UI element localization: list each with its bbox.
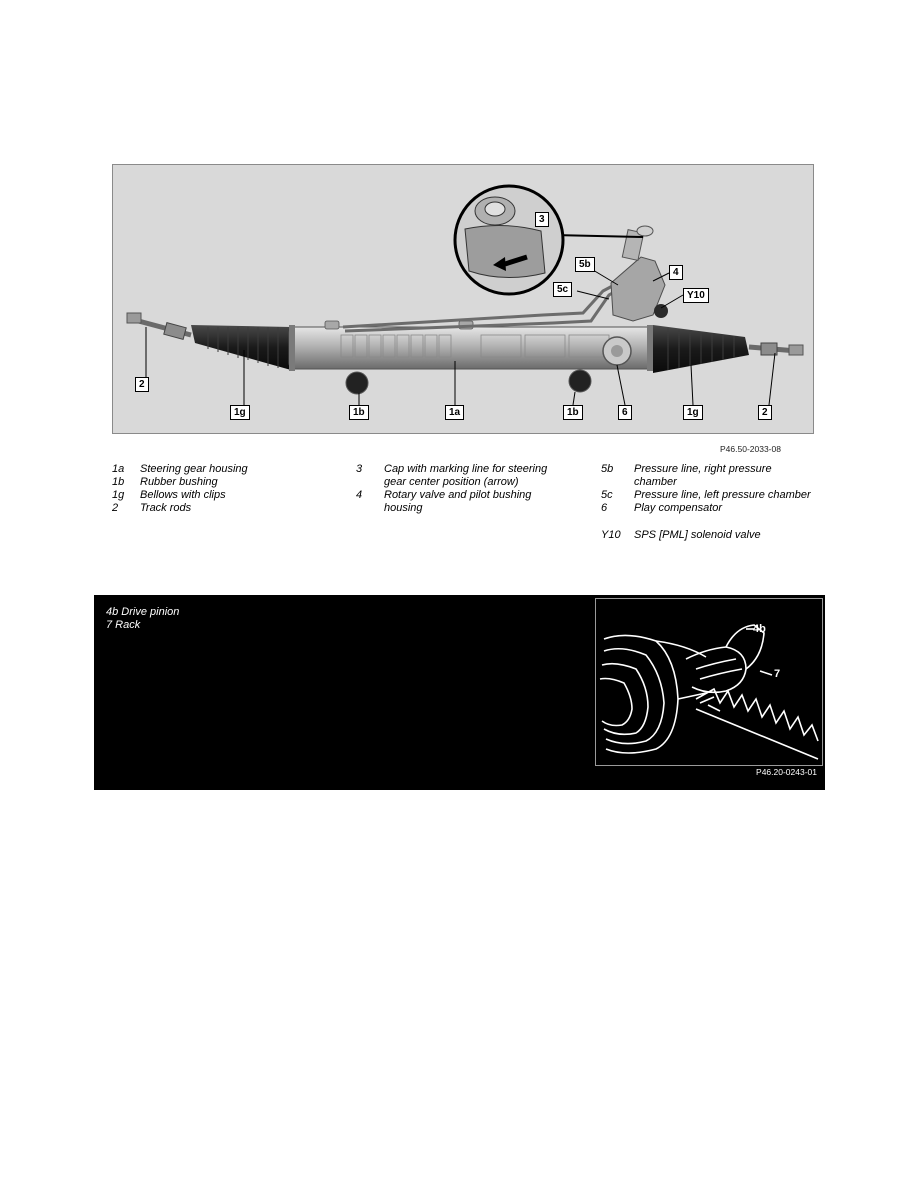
steering-gear-figure [112, 164, 814, 434]
inset-label-rack: 7 [774, 668, 781, 680]
figure1-id: P46.50-2033-08 [720, 444, 781, 454]
legend-item: 6 Play compensator [601, 502, 723, 514]
legend-item: 2 Track rods [112, 502, 192, 514]
legend-item: 3 Cap with marking line for steering gear center position (arrow) [356, 463, 548, 488]
figure2-id: P46.20-0243-01 [756, 767, 817, 777]
callout-5c: 5c [553, 282, 572, 297]
callout-Y10: Y10 [683, 288, 709, 303]
legend-column-2 [356, 463, 556, 515]
right-track-rod [749, 343, 803, 355]
callout-2-right: 2 [758, 405, 772, 420]
callout-2-left: 2 [135, 377, 149, 392]
pinion-rack-figure [94, 595, 825, 790]
legend-item: 1a Steering gear housing [112, 463, 248, 475]
callout-1b-right: 1b [563, 405, 583, 420]
rotary-valve-housing [611, 226, 668, 321]
legend-item: 5b Pressure line, right pressure chamber [601, 463, 772, 488]
caption-drive-pinion: 4b Drive pinion [106, 606, 180, 618]
left-track-rod [127, 313, 191, 339]
legend-column-1 [112, 463, 332, 515]
callout-1b-left: 1b [349, 405, 369, 420]
callout-5b: 5b [575, 257, 595, 272]
legend-item: 1b Rubber bushing [112, 476, 218, 488]
housing-tube [289, 321, 653, 371]
left-rubber-bushing [346, 372, 368, 394]
callout-6: 6 [618, 405, 632, 420]
inset-label-pinion: 4b [753, 623, 766, 635]
caption-rack: 7 Rack [106, 619, 141, 631]
legend-item: Y10 SPS [PML] solenoid valve [601, 529, 761, 541]
callout-1a: 1a [445, 405, 464, 420]
legend-item: 1g Bellows with clips [112, 489, 226, 501]
pinion-rack-svg [596, 599, 822, 765]
right-bellows [653, 325, 749, 373]
legend-item: 5c Pressure line, left pressure chamber [601, 489, 811, 501]
callout-1g-left: 1g [230, 405, 250, 420]
callout-1g-right: 1g [683, 405, 703, 420]
callout-3: 3 [535, 212, 549, 227]
legend-column-3 [601, 463, 816, 542]
right-rubber-bushing [569, 370, 591, 392]
pinion-rack-drawing [595, 598, 823, 766]
left-bellows [191, 325, 291, 370]
pressure-lines [343, 283, 623, 331]
legend-item: 4 Rotary valve and pilot bushing housing [356, 489, 532, 514]
callout-4: 4 [669, 265, 683, 280]
cap-detail-inset [455, 186, 563, 294]
